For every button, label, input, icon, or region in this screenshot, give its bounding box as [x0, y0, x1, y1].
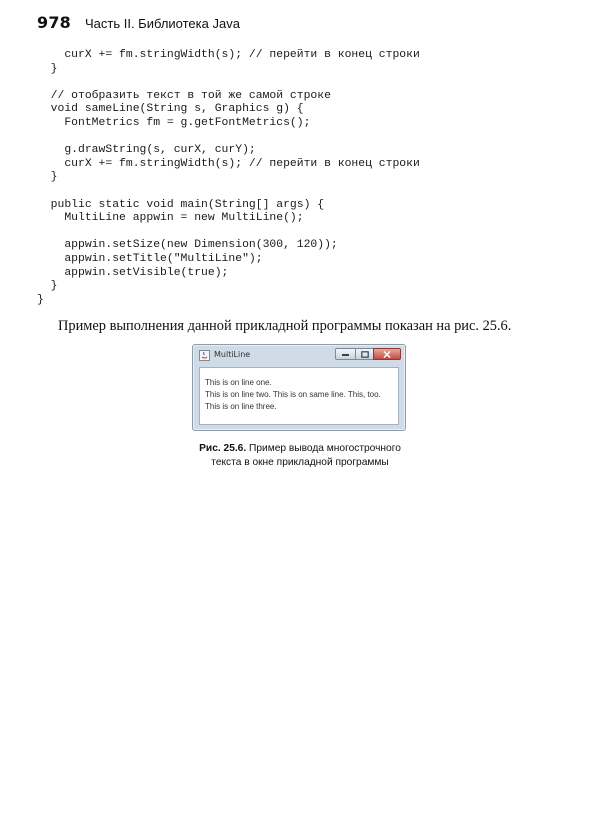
page-number: 978 — [37, 13, 71, 32]
window-client-area — [199, 367, 399, 425]
java-app-icon — [199, 350, 210, 361]
code-listing — [37, 49, 420, 307]
code-line: curX += fm.stringWidth(s); // перейти в конец строки — [37, 49, 420, 61]
code-line: public static void main(String[] args) { — [37, 198, 325, 211]
caption-text: Пример вывода многострочного — [246, 443, 401, 454]
maximize-button[interactable] — [355, 348, 374, 360]
running-title: Часть II. Библиотека Java — [85, 16, 240, 31]
figure-caption — [150, 442, 450, 470]
close-button[interactable] — [373, 348, 401, 360]
maximize-icon — [361, 351, 369, 358]
caption-label: Рис. 25.6. — [199, 443, 247, 454]
code-line: void sameLine(String s, Graphics g) { — [37, 103, 304, 116]
code-line: } — [37, 171, 58, 184]
multiline-window — [192, 344, 406, 431]
close-icon — [383, 351, 391, 358]
body-paragraph: Пример выполнения данной прикладной программы показан на рис. 25.6. — [58, 318, 512, 334]
window-titlebar[interactable] — [193, 345, 405, 366]
window-controls — [336, 348, 401, 360]
page-header — [37, 13, 240, 37]
minimize-icon — [341, 351, 350, 357]
code-line — [37, 185, 420, 199]
code-line: } — [37, 280, 58, 293]
window-text-line: This is on line two. This is on same line. This, too. — [205, 390, 381, 399]
minimize-button[interactable] — [335, 348, 356, 360]
code-line — [37, 76, 420, 90]
code-line: appwin.setSize(new Dimension(300, 120)); — [37, 239, 338, 252]
code-line: MultiLine appwin = new MultiLine(); — [37, 212, 304, 225]
code-line: appwin.setTitle("MultiLine"); — [37, 252, 263, 265]
code-line — [37, 226, 420, 240]
window-text-line: This is on line three. — [205, 402, 277, 411]
code-line: curX += fm.stringWidth(s); // перейти в конец строки — [37, 157, 420, 170]
code-line: appwin.setVisible(true); — [37, 266, 229, 279]
code-line: FontMetrics fm = g.getFontMetrics(); — [37, 116, 311, 129]
code-line: g.drawString(s, curX, curY); — [37, 144, 256, 157]
window-text-line: This is on line one. — [205, 378, 272, 387]
code-line — [37, 131, 420, 145]
caption-text: текста в окне прикладной программы — [211, 457, 389, 468]
window-title: MultiLine — [214, 350, 251, 359]
code-line: } — [37, 293, 44, 306]
code-line: } — [37, 62, 58, 75]
code-line: // отобразить текст в той же самой строке — [37, 89, 331, 102]
